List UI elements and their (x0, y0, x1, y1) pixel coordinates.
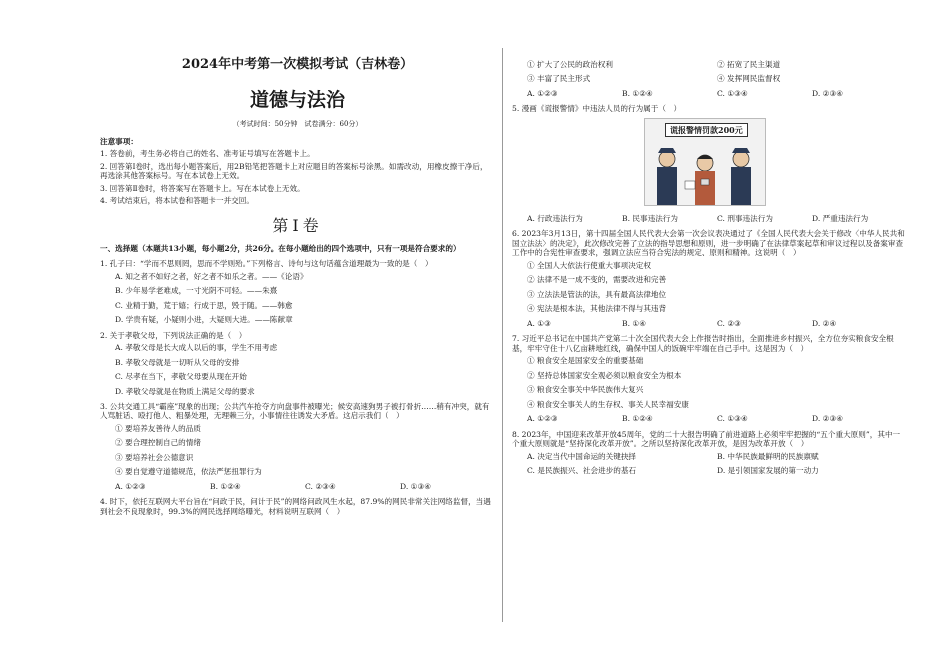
question-4-option-b: B. ①②④ (622, 88, 653, 98)
column-divider (502, 48, 503, 622)
question-4-option-d: D. ②③④ (812, 88, 844, 98)
question-8-option-d: D. 是引领国家发展的第一动力 (717, 466, 819, 476)
question-7-statement: ④ 粮食安全事关人的生存权、事关人民幸福安康 (527, 399, 689, 409)
question-4-statements-row-1 (527, 60, 907, 69)
question-2-option-a: A. 孝敬父母是长大成人以后的事，学生不用考虑 (115, 343, 278, 353)
question-3-option-d: D. ①③④ (400, 481, 432, 491)
question-8-option-b: B. 中华民族最鲜明的民族禀赋 (717, 451, 819, 461)
question-4-statement: ④ 发挥网民监督权 (717, 74, 781, 84)
cartoon-sign: 谎报警情罚款200元 (665, 123, 748, 137)
question-3-options (115, 482, 495, 491)
question-3-stem: 3. 公共交通工具“霸座”现象的出现；公共汽车抢夺方向盘事件被曝光；候安高速狗男子被打骨折……稍有冲突，就有人骂脏话、殴打他人、粗暴处理，无理赖三分，小事情往往诱发大矛盾。这启示我们（ ） (100, 401, 490, 421)
question-3-statement: ③ 要培养社会公德意识 (115, 452, 194, 462)
question-7-statement: ③ 粮食安全事关中华民族伟大复兴 (527, 385, 644, 395)
notice-item: 3. 回答第Ⅱ卷时，将答案写在答题卡上。写在本试卷上无效。 (100, 183, 305, 193)
question-7-option-a: A. ①②③ (527, 414, 558, 424)
question-7-option-b: B. ①②④ (622, 414, 653, 424)
question-4-statement: ② 拓宽了民主渠道 (717, 60, 781, 69)
question-2-option-d: D. 孝敬父母就是在物质上满足父母的要求 (115, 386, 255, 396)
notice-item: 4. 考试结束后，将本试卷和答题卡一并交回。 (100, 196, 254, 206)
question-6-options (527, 319, 907, 328)
question-5-option-c: C. 刑事违法行为 (717, 213, 773, 223)
question-7-statement: ② 坚持总体国家安全观必须以粮食安全为根本 (527, 370, 682, 380)
question-5-options (527, 214, 907, 223)
question-6-statement: ③ 立法法是管法的法，具有最高法律地位 (527, 289, 667, 299)
question-6-statement: ④ 宪法是根本法，其他法律不得与其违背 (527, 304, 667, 314)
question-4-options (527, 89, 907, 98)
subject-title: 道德与法治 (249, 89, 345, 111)
question-1-option-a: A. 知之者不如好之者，好之者不如乐之者。——《论语》 (115, 271, 308, 281)
question-2-option-b: B. 孝敬父母就是一切听从父母的安排 (115, 357, 240, 367)
question-4-option-a: A. ①②③ (527, 88, 558, 98)
question-3-option-c: C. ②③④ (305, 481, 336, 491)
question-7-option-c: C. ①③④ (717, 414, 748, 424)
question-7-options (527, 414, 907, 423)
question-2-option-c: C. 尽孝在当下，孝敬父母要从现在开始 (115, 372, 247, 382)
question-8-options-row-2 (527, 466, 907, 475)
question-5-option-b: B. 民事违法行为 (622, 213, 678, 223)
section-instruction: 一、选择题（本题共13小题，每小题2分，共26分。在每小题给出的四个选项中，只有一项是符合要求的） (100, 243, 461, 253)
question-4-statement: ③ 丰富了民主形式 (527, 74, 591, 84)
question-6-statement: ② 法律不是一成不变的，需要改进和完善 (527, 275, 667, 285)
notice-item: 2. 回答第Ⅰ卷时，选出每小题答案后，用2B铅笔把答题卡上对应题目的答案标号涂黑。如需改动，用橡皮擦干净后，再选涂其他答案标号。写在本试卷上无效。 (100, 161, 488, 181)
question-3-statement: ② 要合理控制自己的情绪 (115, 438, 201, 448)
question-8-options-row-1 (527, 452, 907, 461)
question-4-stem: 4. 时下，依托互联网大平台旨在“问政于民，问计于民”的网络问政风生水起，87.9%的网民非常关注网络监督，当遇到社会不良现象时，99.3%的网民选择网络曝光，材料说明互联网（ ） (100, 497, 491, 516)
section-title: 第Ⅰ卷 (272, 215, 323, 235)
question-2-stem: 2. 关于孝敬父母，下列说法正确的是（ ） (100, 330, 247, 340)
question-8-stem: 8. 2023年，中国迎来改革开放45周年，党的二十大报告明确了前进道路上必须牢牢把握的“五个重大原则”，其中一个重大原则就是“坚持深化改革开放”。之所以坚持深化改革开放，是因为改革开放（ ） (512, 429, 901, 449)
question-7-statement: ① 粮食安全是国家安全的重要基础 (527, 356, 644, 366)
question-5-option-d: D. 严重违法行为 (812, 213, 869, 223)
question-1-option-c: C. 业精于勤，荒于嬉；行成于思，毁于随。——韩愈 (115, 300, 293, 310)
exam-info: （考试时间：50分钟 试卷满分：60分） (232, 120, 363, 128)
cartoon-image (644, 118, 766, 206)
question-5-option-a: A. 行政违法行为 (527, 213, 583, 223)
question-7-option-d: D. ②③④ (812, 414, 844, 424)
question-3-option-b: B. ①②④ (210, 481, 241, 491)
question-1-stem: 1. 孔子曰：“学而不思则罔，思而不学则殆。”下列格言、诗句与这句话蕴含道理最为一致的是（ ） (100, 259, 433, 269)
notice-title: 注意事项： (100, 136, 138, 146)
left-column (100, 54, 495, 519)
question-3-option-a: A. ①②③ (115, 481, 146, 491)
question-8-option-a: A. 决定当代中国命运的关键抉择 (527, 451, 637, 461)
notice-item: 1. 答卷前，考生务必将自己的姓名、准考证号填写在答题卡上。 (100, 149, 315, 159)
question-8-option-c: C. 是民族振兴、社会进步的基石 (527, 466, 637, 476)
question-6-stem: 6. 2023年3月13日，第十四届全国人民代表大会第一次会议表决通过了《全国人民代表大会关于修改〈中华人民共和国立法法〉的决定》，此次修改完善了立法的指导思想和原则，进一步明确了在法律草案起草和审议过程以及备案审查工作中的合宪性审查要求，强调立法应当符合宪法的规定、原则和精神。这说明（ ） (512, 229, 905, 258)
question-3-statement: ④ 要自觉遵守道德规范，依法严惩扭罪行为 (115, 467, 262, 477)
question-6-statement: ① 全国人大依法行使重大事项决定权 (527, 260, 651, 270)
question-6-option-a: A. ①③ (527, 318, 551, 328)
question-6-option-d: D. ②④ (812, 318, 837, 328)
question-6-option-b: B. ①④ (622, 318, 647, 328)
question-1-option-d: D. 学贵有疑，小疑则小进，大疑则大进。——陈献章 (115, 315, 293, 325)
question-4-statements-row-2 (527, 74, 907, 83)
question-5-stem: 5. 漫画《谎报警情》中违法人员的行为属于（ ） (512, 104, 682, 114)
question-1-option-b: B. 少年易学老难成，一寸光阴不可轻。——朱熹 (115, 286, 278, 296)
question-7-stem: 7. 习近平总书记在中国共产党第二十次全国代表大会上作报告时指出，全面推进乡村振兴，全方位夯实粮食安全根基，牢牢守住十八亿亩耕地红线，确保中国人的饭碗牢牢端在自己手中。这是因为（ ） (512, 334, 894, 353)
cartoon-figures-illustration (645, 141, 765, 205)
right-column (512, 48, 907, 481)
question-3-statement: ① 要培养友善待人的品质 (115, 423, 201, 433)
exam-title: 2024年中考第一次模拟考试（吉林卷） (181, 57, 414, 72)
question-4-statement: ① 扩大了公民的政治权利 (527, 60, 613, 69)
question-6-option-c: C. ②③ (717, 318, 741, 328)
question-4-option-c: C. ①③④ (717, 88, 748, 98)
